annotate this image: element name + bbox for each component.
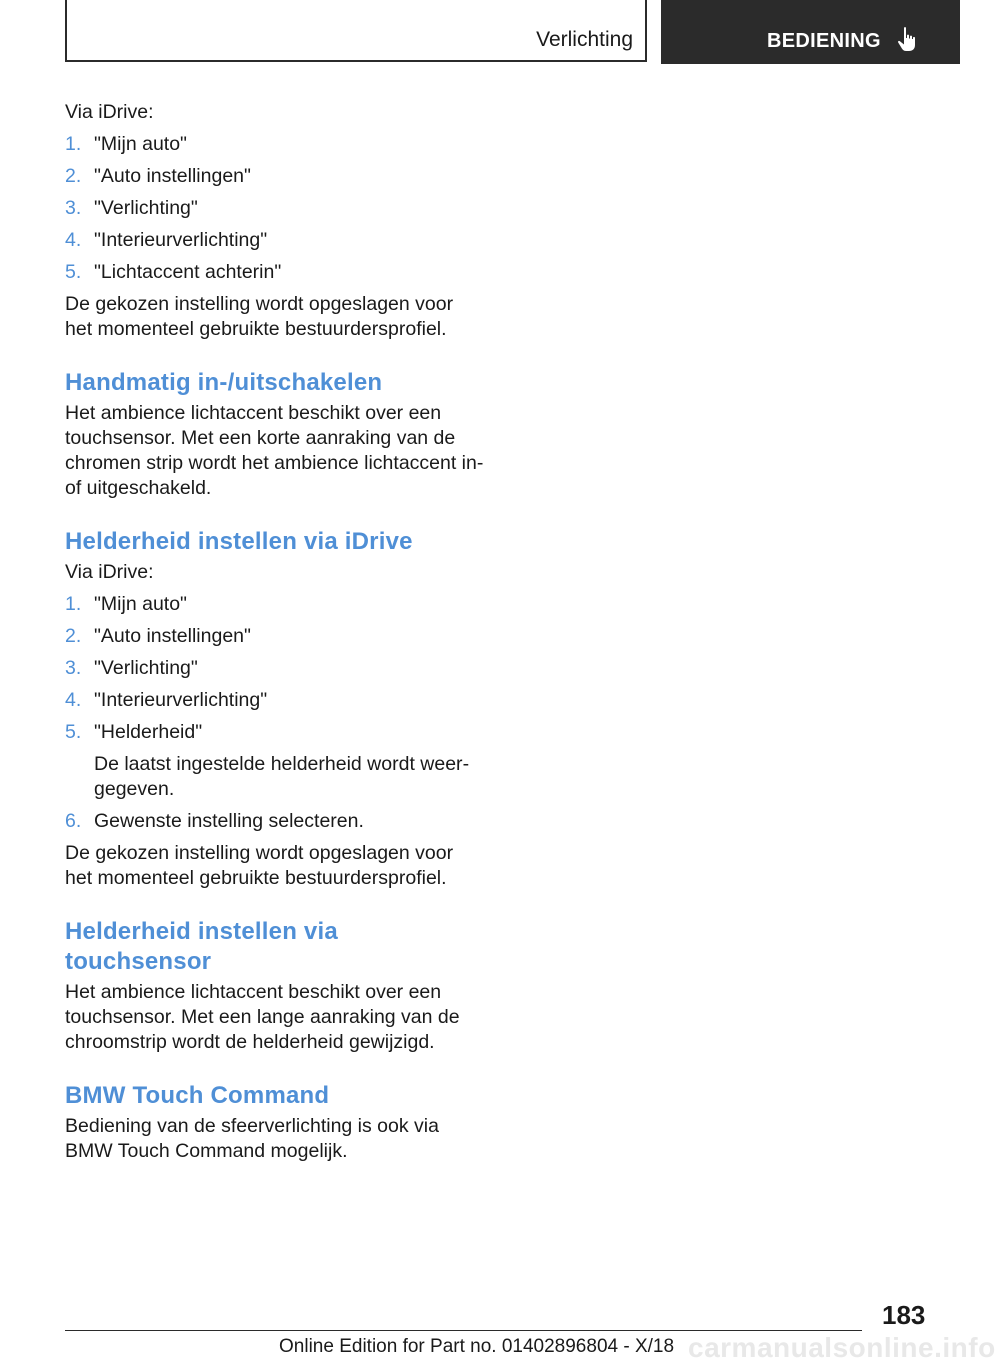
watermark: carmanualsonline.info [688,1332,996,1363]
list-item-text: "Interieurverlichting" [94,689,268,711]
list-item-number: 4. [65,689,82,711]
list-item-number: 6. [65,810,82,832]
paragraph: Het ambience lichtaccent beschikt over een touchsensor. Met een lange aanraking van de chroomstrip wordt de helderheid gewijzigd. [65,981,460,1053]
header-section-box [65,0,647,62]
list-item-text: "Mijn auto" [94,133,187,155]
list-item-body [94,809,485,834]
list-item-number: 1. [65,133,82,155]
list-item-number: 2. [65,625,82,647]
list-item-body [94,132,485,157]
list-item [65,592,485,617]
header-section-title: Verlichting [536,28,633,51]
pointing-hand-icon [895,26,919,54]
list-item-text: "Verlichting" [94,197,198,219]
header-chapter-tab [661,0,960,64]
list-item-text: "Lichtaccent achterin" [94,261,282,283]
list-item-body [94,624,485,649]
list-item-body [94,656,485,681]
section-heading: Handmatig in-/uitschakelen [65,369,383,396]
list-item [65,624,485,649]
list-item-text: "Interieurverlichting" [94,229,268,251]
list-item-text: "Verlichting" [94,657,198,679]
list-item-number: 3. [65,197,82,219]
footer-divider [65,1330,862,1331]
list-item-body [94,164,485,189]
edition-text: Online Edition for Part no. 01402896804 - X/18 [279,1336,675,1357]
section-heading: BMW Touch Command [65,1082,330,1109]
main-content [65,100,485,1171]
list-item [65,720,485,802]
header-chapter-title: BEDIENING [767,30,881,52]
page-number: 183 [882,1300,926,1330]
list-item [65,260,485,285]
list-item-body [94,228,485,253]
intro-text: Via iDrive: [65,101,154,123]
list-item-number: 3. [65,657,82,679]
list-item-text: "Auto instellingen" [94,625,251,647]
list-item [65,164,485,189]
list-item [65,809,485,834]
section-heading: Helderheid instellen via iDrive [65,528,413,555]
list-item [65,656,485,681]
steps-list-1 [65,132,485,285]
list-item-number: 2. [65,165,82,187]
list-item-text: "Mijn auto" [94,593,187,615]
paragraph: Bediening van de sfeerverlichting is ook via BMW Touch Command mogelijk. [65,1115,439,1162]
list-item-text: "Helderheid" [94,721,203,743]
list-item-number: 1. [65,593,82,615]
list-item [65,132,485,157]
list-item-number: 4. [65,229,82,251]
list-item-body [94,688,485,713]
list-item-number: 5. [65,261,82,283]
list-item-text: Gewenste instelling selecteren. [94,810,364,832]
list-item [65,228,485,253]
section-heading: Helderheid instellen via touchsensor [65,918,338,975]
list-item-body [94,592,485,617]
paragraph: De gekozen instelling wordt opgeslagen voor het momenteel gebruikte bestuurdersprofiel. [65,842,454,889]
list-item-body [94,260,485,285]
steps-list-2 [65,592,485,834]
intro-text: Via iDrive: [65,561,154,583]
list-item-subtext: De laatst ingestelde helderheid wordt weergegeven. [94,753,470,800]
paragraph: Het ambience lichtaccent beschikt over een touchsensor. Met een korte aanraking van de chromen strip wordt het ambience lichtaccent in- of uitgeschakeld. [65,402,484,499]
list-item-number: 5. [65,721,82,743]
list-item-body [94,196,485,221]
list-item-body [94,720,485,802]
list-item [65,196,485,221]
list-item [65,688,485,713]
list-item-text: "Auto instellingen" [94,165,251,187]
paragraph: De gekozen instelling wordt opgeslagen voor het momenteel gebruikte bestuurdersprofiel. [65,293,454,340]
